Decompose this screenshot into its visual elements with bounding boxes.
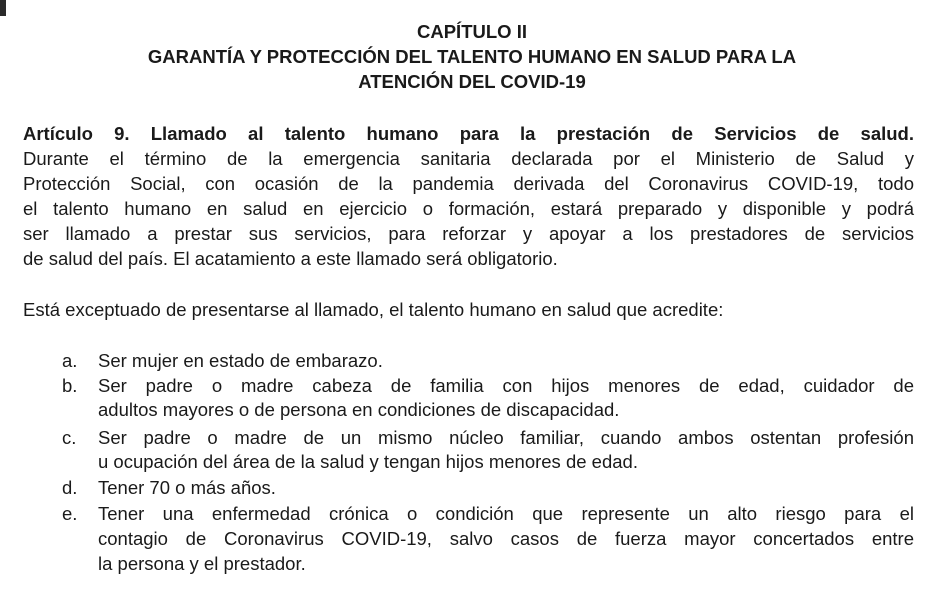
list-item-letter: e. [62, 503, 78, 524]
chapter-title-line-1: GARANTÍA Y PROTECCIÓN DEL TALENTO HUMANO EN SALUD PARA LA [147, 46, 797, 67]
article-body-line-4: ser llamado a prestar sus servicios, para reforzar y apoyar a los prestadores de servicios [23, 223, 914, 244]
list-item-text: Ser padre o madre de un mismo núcleo familiar, cuando ambos ostentan profesión [98, 427, 914, 448]
list-item-text: Ser padre o madre cabeza de familia con hijos menores de edad, cuidador de [98, 375, 914, 396]
list-item-letter: d. [62, 477, 78, 498]
chapter-heading: CAPÍTULO II [417, 21, 527, 42]
article-body-line-2: Protección Social, con ocasión de la pandemia derivada del Coronavirus COVID-19, todo [23, 173, 914, 194]
article-body-line-3: el talento humano en salud en ejercicio o formación, estará preparado y disponible y podrá [23, 198, 914, 219]
article-title: Artículo 9. Llamado al talento humano para la prestación de Servicios de salud. [23, 123, 914, 144]
article-body-line-1: Durante el término de la emergencia sanitaria declarada por el Ministerio de Salud y [23, 148, 914, 169]
list-item-letter: b. [62, 375, 78, 396]
list-item-text: adultos mayores o de persona en condiciones de discapacidad. [98, 399, 620, 420]
list-item-text: contagio de Coronavirus COVID-19, salvo casos de fuerza mayor concertados entre [98, 528, 914, 549]
list-item-letter: c. [62, 427, 77, 448]
exception-intro: Está exceptuado de presentarse al llamado, el talento humano en salud que acredite: [23, 299, 724, 320]
scan-corner-mark [0, 0, 6, 16]
list-item-text: Tener 70 o más años. [98, 477, 276, 498]
list-item-text: Ser mujer en estado de embarazo. [98, 350, 383, 371]
list-item-text: Tener una enfermedad crónica o condición que represente un alto riesgo para el [98, 503, 914, 524]
chapter-title-line-2: ATENCIÓN DEL COVID-19 [358, 71, 586, 92]
list-item-text: la persona y el prestador. [98, 553, 306, 574]
list-item-text: u ocupación del área de la salud y tengan hijos menores de edad. [98, 451, 638, 472]
article-body-line-5: de salud del país. El acatamiento a este llamado será obligatorio. [23, 248, 558, 269]
list-item-letter: a. [62, 350, 78, 371]
